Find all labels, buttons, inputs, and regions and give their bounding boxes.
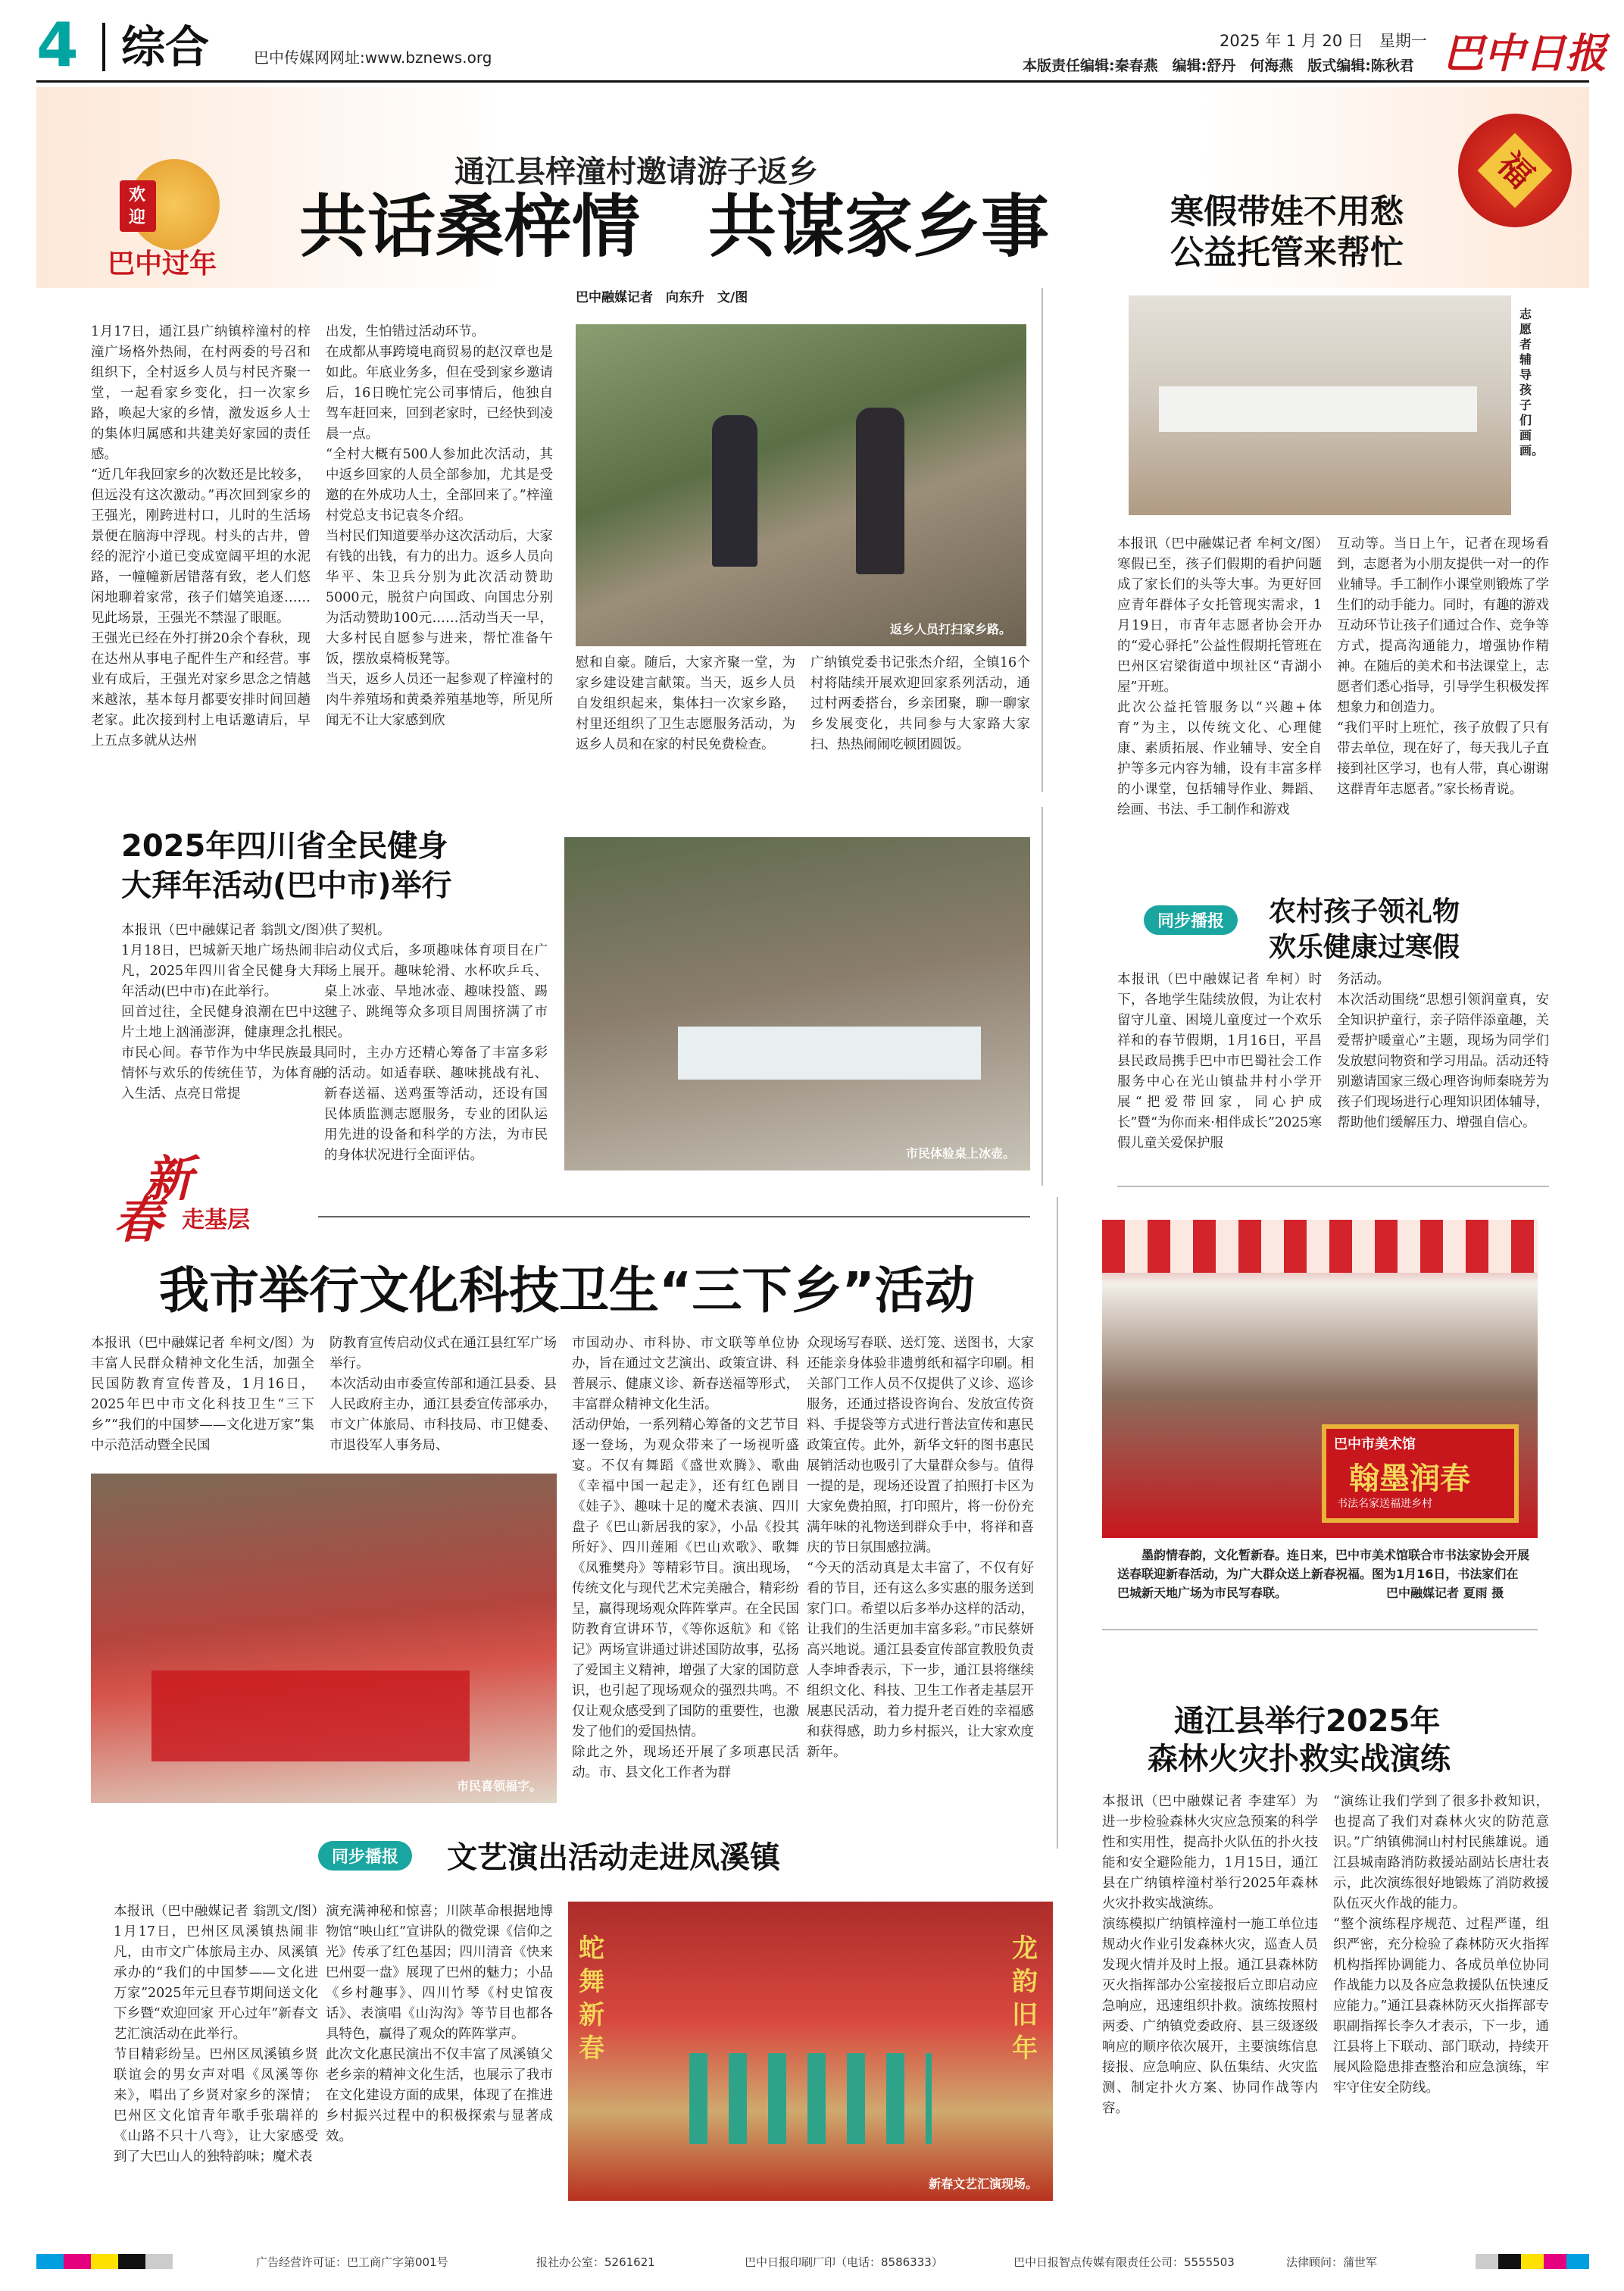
masthead-logo: 巴中日报 — [1443, 29, 1607, 77]
a7-col2: “演练让我们学到了很多扑救知识，也提高了我们对森林火灾的防范意识。”广纳镇佛洞山村村民熊雄说。通江县城南路消防救援站副站长唐壮表示，此次演练很好地锻炼了消防救援队伍灭火作战的能力。 “整个演练程序规范、过程严谨，组织严密，充分检验了森林防灭火指挥机构指挥协调能力、各成员单位协同作战能力以及各应急救援队伍快速反应能力。”通江县森林防灭火指挥部专职副指挥长李久才表示，下一步，通江县将上下联动、部门联动，持续开展风险隐患排查整治和应急演练，牢牢守住安全防线。 — [1333, 1794, 1549, 2096]
a8-headline: 文艺演出活动走进凤溪镇 — [447, 1840, 780, 1875]
footer-media: 巴中日报智点传媒有限责任公司：5555503 — [1013, 2255, 1235, 2269]
welcome-mark: 欢迎 — [120, 180, 156, 232]
a5-headline: 我市举行文化科技卫生“三下乡”活动 — [159, 1261, 975, 1320]
a7-headline-1: 通江县举行2025年 — [1174, 1704, 1441, 1739]
a1-byline: 巴中融媒记者 向东升 文/图 — [576, 290, 748, 305]
badge-xin: 新 — [144, 1151, 192, 1208]
guonian-badge — [91, 159, 303, 280]
a6-bottom-rule — [1102, 1629, 1538, 1630]
footer-bar — [36, 2246, 1589, 2277]
a3-photo-caption: 市民体验桌上冰壶。 — [905, 1146, 1015, 1161]
a5-col3: 市国动办、市科协、市文联等单位协办，旨在通过文艺演出、政策宣讲、科普展示、健康义诊、新春送福等形式，丰富群众精神文化生活。 活动伊始，一系列精心筹备的文艺节目逐一登场，为观众带来了一场视听盛宴。不仅有舞蹈《盛世欢腾》、歌曲《幸福中国一起走》，还有红色剧目《娃子》、趣味十足的魔术表演、四川盘子《巴山新居我的家》，小品《投其所好》、四川莲厢《巴山欢歌》、歌舞《凤雅樊舟》等精彩节目。演出现场，传统文化与现代艺术完美融合，精彩纷呈，赢得现场观众阵阵掌声。在全民国防教育宣讲环节，《等你返航》和《铭记》两场宣讲通过讲述国防故事，弘扬了爱国主义精神，增强了大家的国防意识，也引起了现场观众的强烈共鸣。不仅让观众感受到了国防的重要性，也激发了他们的爱国热情。 除此之外，现场还开展了多项惠民活动。市、县文化工作者为群 — [572, 1336, 799, 1780]
site-url: 巴中传媒网网址:www.bznews.org — [254, 48, 492, 67]
a2-col1: 本报讯（巴中融媒记者 牟柯文/图）寒假已至，孩子们假期的看护问题成了家长们的头等大事。为更好回应青年群体子女托管现实需求，1月19日，市青年志愿者协会开办的“爱心驿托”公益性假期托管班在巴州区宕梁街道中坝社区“青湖小屋”开班。 此次公益托管服务以“兴趣+体育”为主，以传统文化、心理健康、素质拓展、作业辅导、安全自护等多元内容为辅，设有丰富多样的小课堂，包括辅导作业、舞蹈、绘画、书法、手工制作和游戏 — [1117, 536, 1322, 817]
header-divider — [102, 23, 105, 71]
section-title: 综合 — [121, 21, 210, 73]
a6-credit: 巴中融媒记者 夏雨 摄 — [1386, 1586, 1504, 1600]
a2-headline-1: 寒假带娃不用愁 — [1170, 192, 1404, 231]
a6-photo-calligraphy — [1102, 1220, 1538, 1538]
a1-col1: 1月17日，通江县广纳镇梓潼村的梓潼广场格外热闹，在村两委的号召和组织下，全村返乡人员与村民齐聚一堂，一起看家乡变化，扫一次家乡路，唤起大家的乡情，激发返乡人士的集体归属感和共建美好家园的责任感。 “近几年我回家乡的次数还是比较多，但远没有这次激动。”再次回到家乡的王强光，刚跨进村口，儿时的生活场景便在脑海中浮现。村头的古井，曾经的泥泞小道已变成宽阔平坦的水泥路，一幢幢新居错落有致，老人们悠闲地聊着家常，孩子们嬉笑追逐……见此场景，王强光不禁湿了眼眶。 王强光已经在外打拼20余个春秋，现在达州从事电子配件生产和经营。事业有成后，王强光对家乡思念之情越来越浓，基本每月都要安排时间回趟老家。此次接到村上电话邀请后，早上五点多就从达州 — [91, 324, 311, 749]
a5-col4: 众现场写春联、送灯笼、送图书，大家还能亲身体验非遗剪纸和福字印刷。相关部门工作人员不仅提供了义诊、巡诊服务，还通过搭设咨询台、发放宣传资料、手提袋等方式进行普法宣传和惠民政策宣传。此外，新华文轩的图书惠民展销活动也吸引了大量群众参与。值得一提的是，现场还设置了拍照打卡区为大家免费拍照，打印照片，将一份份充满年味的礼物送到群众手中，将祥和喜庆的节日氛围感拉满。 “今天的活动真是太丰富了，不仅有好看的节目，还有这么多实惠的服务送到家门口。希望以后多举办这样的活动，让我们的生活更加丰富多彩。”市民蔡妍高兴地说。通江县委宣传部宣教股负责人李坤香表示，下一步，通江县将继续组织文化、科技、卫生工作者走基层开展惠民活动，着力提升老百姓的幸福感和获得感，助力乡村振兴，让大家欢度新年。 — [807, 1336, 1034, 1760]
kicker-title: 通江县梓潼村邀请游子返乡 — [454, 155, 818, 189]
a6-caption: 墨韵情春韵，文化暂新春。连日来，巴中市美术馆联合市书法家协会开展送春联迎新春活动，为广大群众送上新春祝福。图为1月16日，书法家们在巴城新天地广场为市民写春联。 — [1117, 1548, 1530, 1600]
a1-photo-sweeping — [576, 324, 1026, 646]
banner-museum: 巴中市美术馆 — [1334, 1436, 1416, 1452]
page-header — [0, 0, 1624, 83]
a3-photo-curling — [564, 837, 1030, 1171]
footer-office: 报社办公室：5261621 — [536, 2255, 655, 2269]
divider-a3-a4 — [1042, 807, 1043, 1186]
main-headline: 共话桑梓情 共谋家乡事 — [299, 187, 1049, 267]
a8-sign-left: 蛇舞新春 — [579, 1933, 604, 2064]
header-rule — [36, 80, 1589, 83]
a1-col3: 慰和自豪。随后，大家齐聚一堂，为家乡建设建言献策。当天，返乡人员自发组织起来，集体扫一次家乡路，村里还组织了卫生志愿服务活动，为返乡人员和在家的村民免费检查。 — [576, 655, 795, 752]
issue-date: 2025 年 1 月 20 日 星期一 — [1220, 32, 1427, 50]
lantern-decoration — [1458, 114, 1572, 242]
new-spring-badge — [114, 1140, 311, 1249]
a3-col1: 本报讯（巴中融媒记者 翁凯文/图）1月18日，巴城新天地广场热闹非凡，2025年四川省全民健身大拜年活动(巴中市)在此举行。 回首过往，全民健身浪潮在巴中这片土地上汹涌澎湃，健康理念扎根市民心间。春节作为中华民族最具情怀与欢乐的传统佳节，为体育融入生活、点亮日常提 — [121, 923, 326, 1102]
divider-a4-bottom — [1117, 1186, 1549, 1187]
a2-photo-volunteers — [1129, 295, 1511, 515]
a8-sign-right: 龙韵旧年 — [1012, 1933, 1038, 2064]
a1-photo-caption: 返乡人员打扫家乡路。 — [889, 622, 1011, 636]
a4-col2: 务活动。 本次活动围绕“思想引领润童真，安全知识护童行，亲子陪伴添童趣，关爱帮护暖童心”主题，现场为同学们发放慰问物资和学习用品。活动还特别邀请国家三级心理咨询师秦晓芳为孩子们现场进行心理知识团体辅导，帮助他们缓解压力、增强自信心。 — [1337, 972, 1549, 1130]
banner-sub: 书法名家送福进乡村 — [1337, 1498, 1432, 1510]
a2-col2: 互动等。当日上午，记者在现场看到，志愿者为小朋友提供一对一的作业辅导。手工制作小课堂则锻炼了学生们的动手能力。同时，有趣的游戏互动环节让孩子们通过合作、竞争等方式，提高沟通能力，增强协作精神。在随后的美术和书法课堂上，志愿者们悉心指导，引导学生积极发挥想象力和创造力。 “我们平时上班忙，孩子放假了只有带去单位，现在好了，每天我儿子直接到社区学习，也有人带，真心谢谢这群青年志愿者。”家长杨青说。 — [1337, 536, 1549, 797]
a3-col2: 供了契机。 启动仪式后，多项趣味体育项目在广场上展开。趣味轮滑、水杯吹乒乓、桌上冰壶、旱地冰壶、趣味投篮、踢毽子、跳绳等众多项目周围挤满了市民。 同时，主办方还精心筹备了丰富多彩的活动。如适春联、趣味挑战有礼、新春送福、送鸡蛋等活动，还设有国民体质监测志愿服务，专业的团队运用先进的设备和科学的方法，为市民的身体状况进行全面评估。 — [324, 923, 548, 1163]
a8-col1: 本报讯（巴中融媒记者 翁凯文/图）1月17日，巴州区凤溪镇热闹非凡，由市文广体旅局主办、凤溪镇承办的“我们的中国梦——文化进万家”2025年元旦春节期间送文化下乡暨“欢迎回家 开心过年”新春文艺汇演活动在此举行。 节目精彩纷呈。巴州区凤溪镇乡贤联谊会的男女声对唱《凤溪等你来》，唱出了乡贤对家乡的深情；巴州区文化馆青年歌手张瑞祥的《山路不只十八弯》，让大家感受到了大巴山人的独特韵味；魔术表 — [114, 1904, 318, 2164]
a8-col2: 演充满神秘和惊喜；川陕革命根据地博物馆“映山红”宣讲队的微党课《信仰之光》传承了红色基因；四川清音《快来巴州耍一盘》展现了巴州的魅力；小品《乡村趣事》、四川竹琴《村史馆夜话》、表演唱《山沟沟》等节目也都各具特色，赢得了观众的阵阵掌声。 此次文化惠民演出不仅丰富了凤溪镇父老乡亲的精神文化生活，也展示了我市在文化建设方面的成果，体现了在推进乡村振兴过程中的积极探索与显著成效。 — [326, 1904, 553, 2144]
a8-sync-tag: 同步播报 — [318, 1841, 412, 1871]
a2-photo-caption: 志愿者辅导孩子们画画。 — [1519, 307, 1544, 458]
a1-col4: 广纳镇党委书记张杰介绍，全镇16个村将陆续开展欢迎回家系列活动，通过村两委搭台，乡亲团聚，聊一聊家乡发展变化，共同参与大家路大家扫、热热闹闹吃顿团圆饭。 — [810, 655, 1030, 752]
divider-a1-a2 — [1042, 288, 1043, 792]
footer-lawyer: 法律顾问：蒲世军 — [1286, 2255, 1378, 2269]
guonian-slogan: 巴中过年 — [108, 248, 217, 280]
a5-col2: 防教育宣传启动仪式在通江县红军广场举行。 本次活动由市委宣传部和通江县委、县人民政府主办，通江县委宣传部承办，市文广体旅局、市科技局、市卫健委、市退役军人事务局、 — [329, 1336, 557, 1453]
badge-zoujiceng: 走基层 — [182, 1207, 250, 1233]
page-number: 4 — [36, 10, 79, 80]
a8-photo-caption: 新春文艺汇演现场。 — [928, 2177, 1038, 2191]
color-bar-right — [1476, 2254, 1589, 2269]
footer-print: 巴中日报印刷厂印（电话：8586333） — [745, 2255, 943, 2269]
banner-hanmo: 翰墨润春 — [1349, 1461, 1470, 1496]
a5-photo-fu — [91, 1474, 557, 1803]
a1-col2: 出发，生怕错过活动环节。 在成都从事跨境电商贸易的赵汉章也是如此。年底业务多，但在受到家乡邀请后，16日晚忙完公司事情后，他独自驾车赶回来，回到老家时，已经快到凌晨一点。 “全村大概有500人参加此次活动，其中返乡回家的人员全部参加，尤其是受邀的在外成功人士，全部回来了。”梓潼村党总支书记袁冬介绍。 当村民们知道要举办这次活动后，大家有钱的出钱，有力的出力。返乡人员向华平、朱卫兵分别为此次活动赞助5000元，脱贫户向国政、向国忠分别为活动赞助100元……活动当天一早，大多村民自愿参与进来，帮忙准备午饭，摆放桌椅板凳等。 当天，返乡人员还一起参观了梓潼村的肉牛养殖场和黄桑养殖基地等，所见所闻无不让大家感到欣 — [326, 324, 553, 728]
a4-col1: 本报讯（巴中融媒记者 牟柯）时下，各地学生陆续放假，为让农村留守儿童、困境儿童度过一个欢乐祥和的春节假期，1月16日，平昌县民政局携手巴中市巴蜀社会工作服务中心在光山镇盐井村小学开展“把爱带回家，同心护成长”暨“为你而来·相伴成长”2025寒假儿童关爱保护服 — [1117, 972, 1322, 1151]
a2-headline-2: 公益托管来帮忙 — [1170, 233, 1404, 272]
divider-a5-right — [1057, 1197, 1058, 1849]
a4-headline-1: 农村孩子领礼物 — [1269, 896, 1460, 927]
a5-photo-caption: 市民喜领福字。 — [456, 1779, 542, 1793]
a5-col1: 本报讯（巴中融媒记者 牟柯文/图）为丰富人民群众精神文化生活，加强全民国防教育宣传普及，1月16日，2025年巴中市文化科技卫生“三下乡”“我们的中国梦——文化进万家”集中示范活动暨全民国 — [91, 1336, 314, 1453]
a7-col1: 本报讯（巴中融媒记者 李建军）为进一步检验森林火灾应急预案的科学性和实用性，提高扑火队伍的扑火技能和安全避险能力，1月15日，通江县在广纳镇梓潼村举行2025年森林火灾扑救实战演练。 演练模拟广纳镇梓潼村一施工单位违规动火作业引发森林火灾，巡查人员发现火情并及时上报。通江县森林防灭火指挥部办公室接报后立即启动应急响应，迅速组织扑救。演练按照村两委、广纳镇党委政府、县三级逐级响应的顺序依次展开，主要演练信息接报、应急响应、队伍集结、火灾监测、制定扑火方案、协同作战等内容。 — [1102, 1794, 1318, 2116]
fu-character: 福 — [1478, 133, 1553, 208]
a3-headline-2: 大拜年活动(巴中市)举行 — [121, 868, 452, 903]
a4-headline-2: 欢乐健康过寒假 — [1269, 932, 1460, 963]
color-bar-left — [36, 2254, 173, 2269]
a3-headline-1: 2025年四川省全民健身 — [121, 829, 448, 864]
badge-chun: 春 — [114, 1192, 162, 1249]
editors-line: 本版责任编辑:秦春燕 编辑:舒丹 何海燕 版式编辑:陈秋君 — [1023, 58, 1414, 74]
a5-top-rule — [318, 1216, 1030, 1217]
a4-sync-tag: 同步播报 — [1144, 905, 1238, 935]
footer-license: 广告经营许可证：巴工商广字第001号 — [256, 2255, 448, 2269]
a8-photo-performance — [568, 1902, 1053, 2201]
a7-headline-2: 森林火灾扑救实战演练 — [1148, 1742, 1451, 1777]
